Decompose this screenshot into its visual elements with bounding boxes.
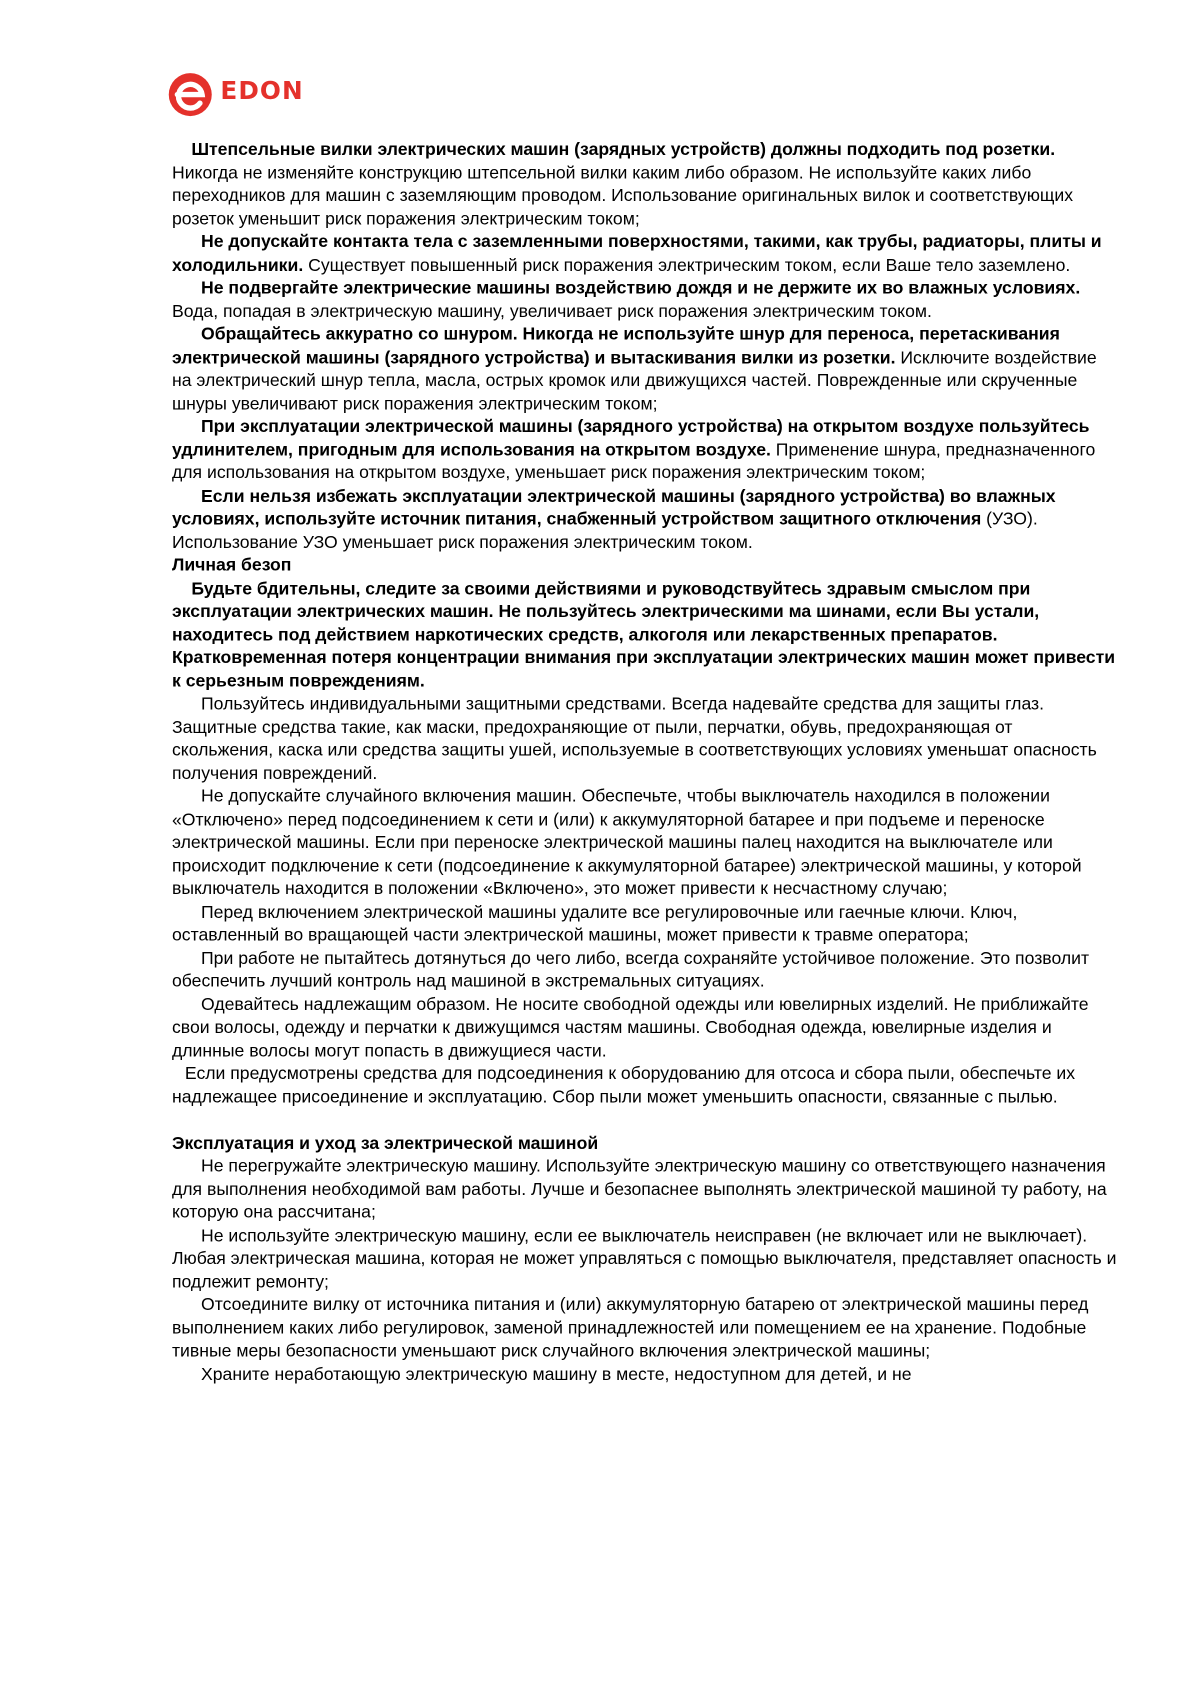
paragraph-accidental-start: Не допускайте случайного включения машин. Обеспечьте, чтобы выключатель находился в положении «Отключено» перед подсоединением к сети и (или) к аккумуляторной батарее и при подъеме и переноске электрической машины. Если при переноске электрической машины палец находится на выключателе или происходит подключение к сети (подсоединение к аккумуляторной батарее) электрической машины, у которой выключатель находится в положении «Включено», это может привести к несчастному случаю;: [171, 786, 1082, 899]
edon-logo-text: EDON: [220, 77, 304, 106]
paragraph-storage: Храните неработающую электрическую машину в месте, недоступном для детей, и не: [201, 1364, 912, 1384]
paragraph-faulty-switch: Не используйте электрическую машину, если ее выключатель неисправен (не включает или не выключает). Любая электрическая машина, которая не может управляться с помощью выключателя, представляет опасность и подлежит ремонту;: [171, 1225, 1117, 1292]
paragraph-clothing: Одевайтесь надлежащим образом. Не носите свободной одежды или ювелирных изделий. Не приближайте свои волосы, одежду и перчатки к движущимся частям машины. Свободная одежда, ювелирные изделия и длинные волосы могут попасть в движущиеся части.: [171, 994, 1089, 1061]
paragraph-stable-position: При работе не пытайтесь дотянуться до чего либо, всегда сохраняйте устойчивое положение. Это позволит обеспечить лучший контроль над машиной в экстремальных ситуациях.: [171, 948, 1090, 991]
edon-logo: [167, 71, 302, 118]
paragraph-rain: Не подвергайте электрические машины воздействию дождя и не держите их во влажных условиях. Вода, попадая в электрическую машину, увеличивает риск поражения электрическим током.: [171, 278, 1081, 321]
paragraph-disconnect-plug: Отсоедините вилку от источника питания и (или) аккумуляторную батарею от электрической машины перед выполнением каких либо регулировок, заменой принадлежностей или помещением ее на хранение. Подобные тивные меры безопасности уменьшают риск случайного включения электрической машины;: [171, 1295, 1089, 1361]
paragraph-do-not-overload: Не перегружайте электрическую машину. Используйте электрическую машину со ответствующего назначения для выполнения необходимой вам работы. Лучше и безопаснее выполнять электрической машиной ту работу, на которую она рассчитана;: [171, 1156, 1107, 1222]
section-heading-operation-care: Эксплуатация и уход за электрической машиной: [171, 1133, 599, 1153]
paragraph-vigilance: Будьте бдительны, следите за своими действиями и руководствуйтесь здравым смыслом при эксплуатации электрических машин. Не пользуйтесь электрическими ма шинами, если Вы устали, находитесь под действием наркотических средств, алкоголя или лекарственных препаратов. Кратковременная потеря концентрации внимания при эксплуатации электрических машин может привести к серьезным повреждениям.: [171, 578, 1116, 691]
paragraph-protective-equipment: Пользуйтесь индивидуальными защитными средствами. Всегда надевайте средства для защиты глаз. Защитные средства такие, как маски, предохраняющие от пыли, перчатки, обувь, предохраняющая от скольжения, каска или средства защиты ушей, используемые в соответствующих условиях уменьшат опасность получения повреждений.: [171, 694, 1097, 783]
paragraph-grounded-surfaces: Не допускайте контакта тела с заземленными поверхностями, такими, как трубы, радиаторы, плиты и холодильники. Существует повышенный риск поражения электрическим током, если Ваше тело заземлено.: [171, 232, 1102, 275]
paragraph-dust-extraction: Если предусмотрены средства для подсоединения к оборудованию для отсоса и сбора пыли, обеспечьте их надлежащее присоединение и эксплуатацию. Сбор пыли может уменьшить опасности, связанные с пылью.: [171, 1063, 1076, 1107]
paragraph-rcd: Если нельзя избежать эксплуатации электрической машины (зарядного устройства) во влажных условиях, используйте источник питания, снабженный устройством защитного отключения (УЗО). Использование УЗО уменьшает риск поражения электрическим током.: [171, 486, 1056, 552]
paragraph-cord: Обращайтесь аккуратно со шнуром. Никогда не используйте шнур для переноса, перетаскивания электрической машины (зарядного устройства) и вытаскивания вилки из розетки. Исключите воздействие на электрический шнур тепла, масла, острых кромок или движущихся частей. Поврежденные или скрученные шнуры увеличивают риск поражения электрическим током;: [171, 324, 1097, 414]
document-body: [172, 139, 1118, 1387]
paragraph-outdoor: При эксплуатации электрической машины (зарядного устройства) на открытом воздухе пользуйтесь удлинителем, пригодным для использования на открытом воздухе. Применение шнура, предназначенного для использования на открытом воздухе, уменьшает риск поражения электрическим током;: [171, 416, 1096, 483]
paragraph-gap: [172, 1109, 1118, 1132]
paragraph-remove-keys: Перед включением электрической машины удалите все регулировочные или гаечные ключи. Ключ, оставленный во вращающей части электрической машины, может привести к травме оператора;: [171, 902, 1018, 945]
section-heading-personal-safety: Личная безоп: [171, 555, 292, 575]
paragraph-plugs: Штепсельные вилки электрических машин (зарядных устройств) должны подходить под розетки. Никогда не изменяйте конструкцию штепсельной вилки каким либо образом. Не используйте каких либо переходников для машин с заземляющим проводом. Использование оригинальных вилок и соответствующих розеток уменьшит риск поражения электрическим током;: [171, 139, 1074, 229]
edon-logo-icon: [167, 71, 221, 118]
